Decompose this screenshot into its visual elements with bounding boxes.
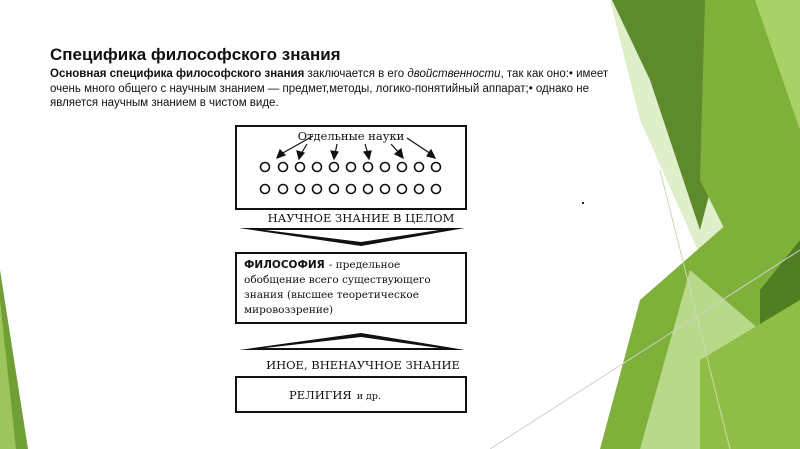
other-knowledge-label: ИНОЕ, ВНЕНАУЧНОЕ ЗНАНИЕ xyxy=(266,358,460,372)
intro-pre: заключается в его xyxy=(304,68,408,80)
intro-italic: двойственности xyxy=(407,68,501,80)
sciences-label: Отдельные науки xyxy=(297,129,405,143)
intro-paragraph xyxy=(50,67,610,111)
stray-dot xyxy=(582,202,584,204)
slide-title: Специфика философского знания xyxy=(50,45,341,64)
religion-suffix: и др. xyxy=(356,391,382,402)
knowledge-diagram xyxy=(225,118,485,428)
science-whole-label: НАУЧНОЕ ЗНАНИЕ В ЦЕЛОМ xyxy=(267,211,455,225)
philosophy-text-1: - предельное xyxy=(328,259,401,271)
philosophy-line-1 xyxy=(244,259,400,271)
religion-word: РЕЛИГИЯ xyxy=(288,388,352,402)
science-circles xyxy=(261,163,441,194)
intro-bold: Основная специфика философского знания xyxy=(50,68,305,80)
intro-rest: , так как оно:• имеет очень много общего с научным знанием — предмет,методы, логико-понятийный аппарат;• однако не является научным знанием в чистом виде. xyxy=(50,68,609,109)
philosophy-line-2: обобщение всего существующего xyxy=(244,274,431,286)
religion-label xyxy=(289,388,381,402)
philosophy-line-3: знания (высшее теоретическое xyxy=(244,289,419,301)
philosophy-bold: ФИЛОСОФИЯ xyxy=(244,259,325,271)
philosophy-line-4: мировоззрение) xyxy=(244,304,334,316)
